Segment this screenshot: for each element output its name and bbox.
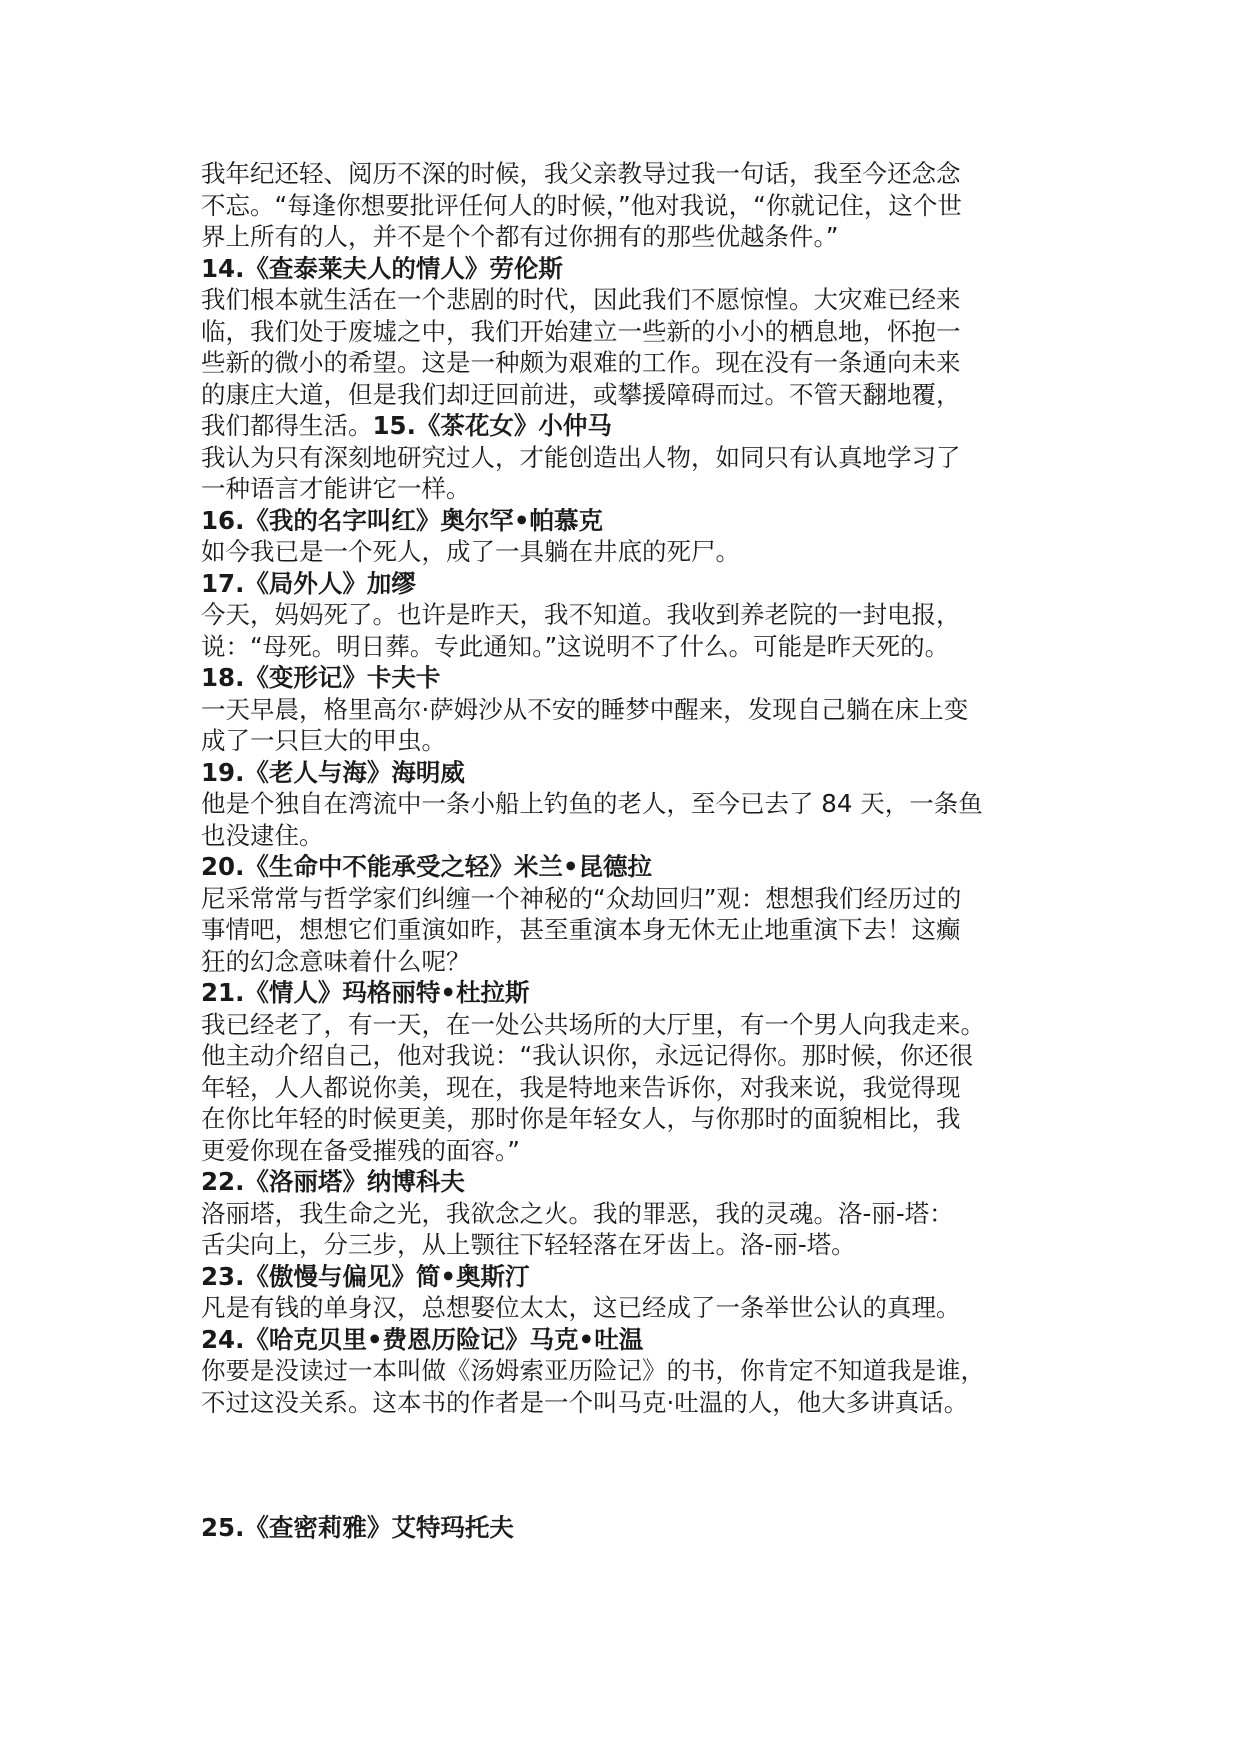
book-heading: 18.《变形记》卡夫卡 <box>201 663 441 692</box>
document-page <box>201 158 1081 1544</box>
paragraph-line: 在你比年轻的时候更美，那时你是年轻女人，与你那时的面貌相比，我 <box>201 1104 961 1133</box>
paragraph-line: 些新的微小的希望。这是一种颇为艰难的工作。现在没有一条通向未来 <box>201 348 961 377</box>
paragraph-line: 不忘。“每逢你想要批评任何人的时候，”他对我说，“你就记住，这个世 <box>201 190 962 220</box>
book-heading: 23.《傲慢与偏见》简•奥斯汀 <box>201 1261 530 1291</box>
paragraph-line: 我认为只有深刻地研究过人，才能创造出人物，如同只有认真地学习了 <box>201 442 961 472</box>
paragraph-line: 我年纪还轻、阅历不深的时候，我父亲教导过我一句话，我至今还念念 <box>201 159 961 188</box>
paragraph-line: 如今我已是一个死人，成了一具躺在井底的死尸。 <box>201 537 740 566</box>
paragraph-line: 年轻，人人都说你美，现在，我是特地来告诉你，对我来说，我觉得现 <box>201 1072 961 1102</box>
book-heading: 20.《生命中不能承受之轻》米兰•昆德拉 <box>201 852 653 881</box>
paragraph-line: 舌尖向上，分三步，从上颚往下轻轻落在牙齿上。洛-丽-塔。 <box>201 1230 856 1259</box>
paragraph-line: 一种语言才能讲它一样。 <box>201 474 471 503</box>
paragraph-line: 更爱你现在备受摧残的面容。” <box>201 1135 520 1165</box>
book-heading: 16.《我的名字叫红》奥尔罕•帕慕克 <box>201 505 604 535</box>
book-heading: 19.《老人与海》海明威 <box>201 757 465 787</box>
paragraph-line: 说：“母死。明日葬。专此通知。”这说明不了什么。可能是昨天死的。 <box>201 631 950 661</box>
paragraph-line: 也没逮住。 <box>201 820 324 850</box>
paragraph-line: 界上所有的人，并不是个个都有过你拥有的那些优越条件。” <box>201 222 839 251</box>
paragraph-line: 你要是没读过一本叫做《汤姆索亚历险记》的书，你肯定不知道我是谁， <box>201 1356 985 1385</box>
blank-space <box>201 1418 1081 1512</box>
paragraph-line: 尼采常常与哲学家们纠缠一个神秘的“众劫回归”观：想想我们经历过的 <box>201 883 962 913</box>
paragraph-text: 我们都得生活。 <box>201 411 373 440</box>
paragraph-line: 洛丽塔，我生命之光，我欲念之火。我的罪恶，我的灵魂。洛-丽-塔： <box>201 1198 954 1228</box>
book-heading: 17.《局外人》加缪 <box>201 568 416 598</box>
paragraph-line: 不过这没关系。这本书的作者是一个叫马克·吐温的人，他大多讲真话。 <box>201 1387 969 1417</box>
mixed-line <box>201 410 1081 442</box>
paragraph-line: 成了一只巨大的甲虫。 <box>201 726 446 755</box>
paragraph-line: 临，我们处于废墟之中，我们开始建立一些新的小小的栖息地，怀抱一 <box>201 316 961 346</box>
paragraph-line: 狂的幻念意味着什么呢？ <box>201 946 471 976</box>
paragraph-line: 的康庄大道，但是我们却迂回前进，或攀援障碍而过。不管天翻地覆， <box>201 379 961 409</box>
book-heading: 15.《茶花女》小仲马 <box>372 411 612 440</box>
paragraph-line: 他主动介绍自己，他对我说：“我认识你，永远记得你。那时候，你还很 <box>201 1041 974 1070</box>
book-heading: 14.《查泰莱夫人的情人》劳伦斯 <box>201 253 563 283</box>
book-heading: 24.《哈克贝里•费恩历险记》马克•吐温 <box>201 1324 644 1354</box>
paragraph-line: 凡是有钱的单身汉，总想娶位太太，这已经成了一条举世公认的真理。 <box>201 1293 961 1322</box>
paragraph-line: 他是个独自在湾流中一条小船上钓鱼的老人，至今已去了 84 天，一条鱼 <box>201 789 983 818</box>
paragraph-line: 我已经老了，有一天，在一处公共场所的大厅里，有一个男人向我走来。 <box>201 1009 985 1039</box>
paragraph-line: 事情吧，想想它们重演如昨，甚至重演本身无休无止地重演下去！这癫 <box>201 915 961 944</box>
paragraph-line: 一天早晨，格里高尔·萨姆沙从不安的睡梦中醒来，发现自己躺在床上变 <box>201 694 969 724</box>
book-heading: 21.《情人》玛格丽特•杜拉斯 <box>201 978 530 1007</box>
book-heading: 25.《查密莉雅》艾特玛托夫 <box>201 1513 514 1542</box>
paragraph-line: 今天，妈妈死了。也许是昨天，我不知道。我收到养老院的一封电报， <box>201 600 961 629</box>
book-heading: 22.《洛丽塔》纳博科夫 <box>201 1167 465 1196</box>
paragraph-line: 我们根本就生活在一个悲剧的时代，因此我们不愿惊惶。大灾难已经来 <box>201 285 961 314</box>
